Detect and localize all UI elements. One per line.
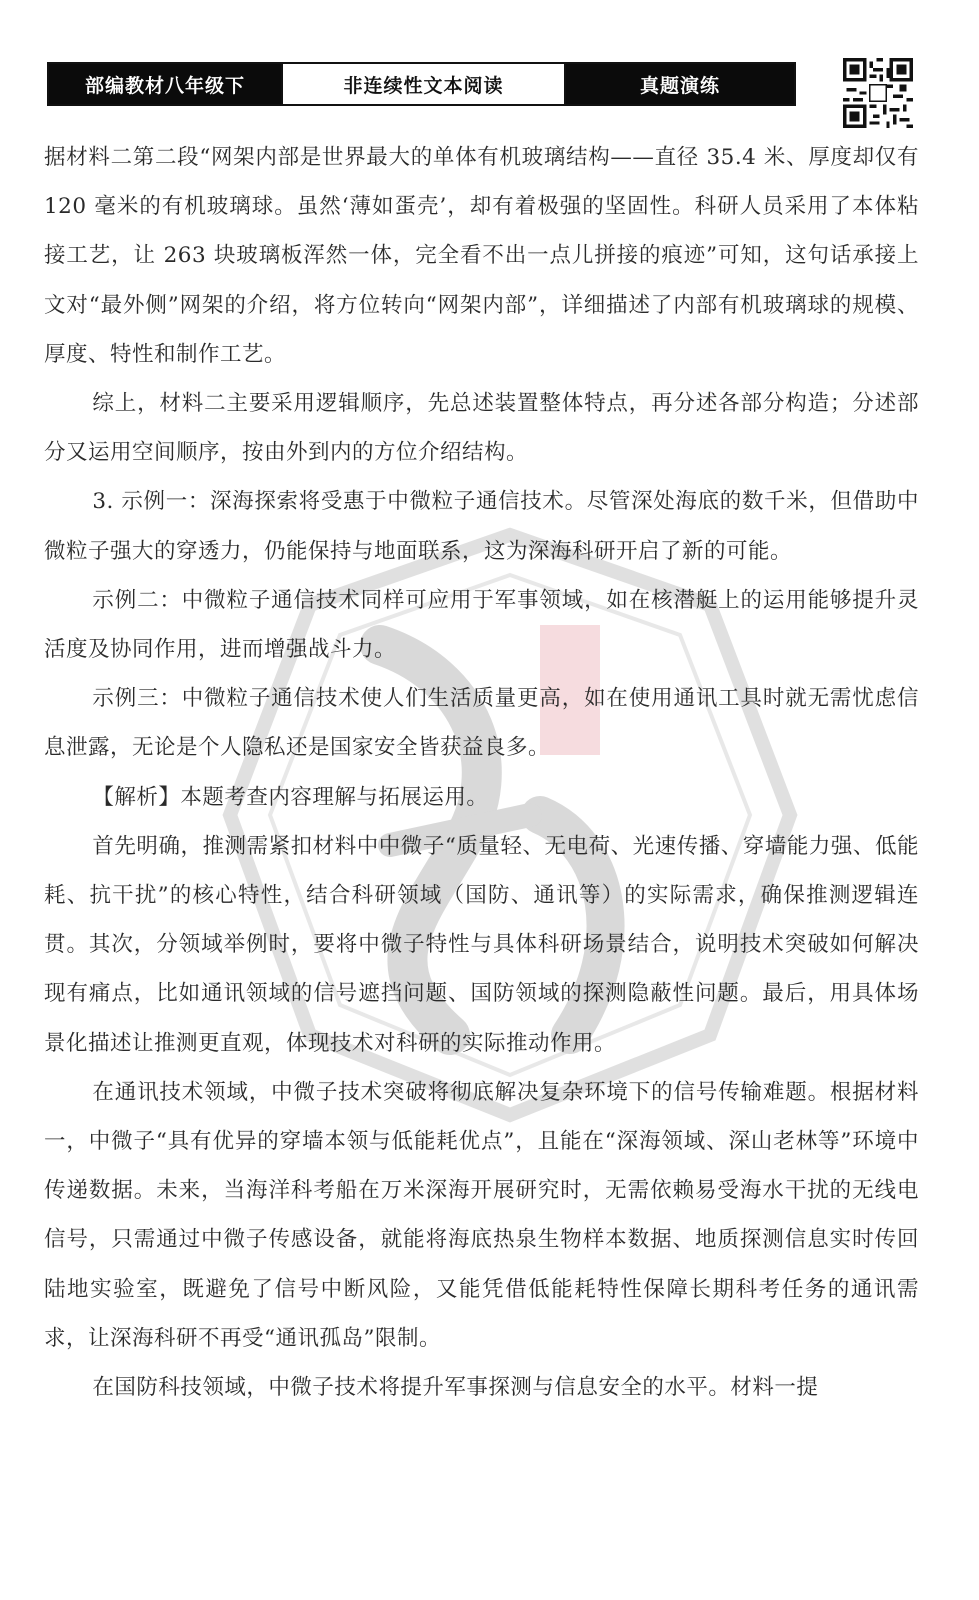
paragraph: 示例二：中微粒子通信技术同样可应用于军事领域，如在核潜艇上的运用能够提升灵活度及协同作用，进而增强战斗力。 bbox=[44, 587, 919, 663]
article-body bbox=[44, 133, 919, 1412]
header-cell-topic: 非连续性文本阅读 bbox=[281, 64, 566, 104]
paragraph: 在国防科技领域，中微子技术将提升军事探测与信息安全的水平。材料一提 bbox=[92, 1375, 819, 1401]
paragraph: 在通讯技术领域，中微子技术突破将彻底解决复杂环境下的信号传输难题。根据材料一，中微子“具有优异的穿墙本领与低能耗优点”，且能在“深海领域、深山老林等”环境中传递数据。未来，当海洋科考船在万米深海开展研究时，无需依赖易受海水干扰的无线电信号，只需通过中微子传感设备，就能将海底热泉生物样本数据、地质探测信息实时传回陆地实验室，既避免了信号中断风险，又能凭借低能耗特性保障长期科考任务的通讯需求，让深海科研不再受“通讯孤岛”限制。 bbox=[44, 1079, 919, 1351]
paragraph: 首先明确，推测需紧扣材料中中微子“质量轻、无电荷、光速传播、穿墙能力强、低能耗、抗干扰”的核心特性，结合科研领域（国防、通讯等）的实际需求，确保推测逻辑连贯。其次，分领域举例时，要将中微子特性与具体科研场景结合，说明技术突破如何解决现有痛点，比如通讯领域的信号遮挡问题、国防领域的探测隐蔽性问题。最后，用具体场景化描述让推测更直观，体现技术对科研的实际推动作用。 bbox=[44, 833, 919, 1056]
paragraph: 3. 示例一：深海探索将受惠于中微粒子通信技术。尽管深处海底的数千米，但借助中微粒子强大的穿透力，仍能保持与地面联系，这为深海科研开启了新的可能。 bbox=[44, 489, 919, 564]
paragraph: 据材料二第二段“网架内部是世界最大的单体有机玻璃结构——直径 35.4 米、厚度却仅有 120 毫米的有机玻璃球。虽然‘薄如蛋壳’，却有着极强的坚固性。科研人员采用了本体粘接工艺，让 263 块玻璃板浑然一体，完全看不出一点儿拼接的痕迹”可知，这句话承接上文对“最外侧”网架的介绍，将方位转向“网架内部”，详细描述了内部有机玻璃球的规模、厚度、特性和制作工艺。 bbox=[44, 145, 919, 367]
qr-code-icon bbox=[843, 58, 913, 128]
paragraph: 综上，材料二主要采用逻辑顺序，先总述装置整体特点，再分述各部分构造；分述部分又运用空间顺序，按由外到内的方位介绍结构。 bbox=[44, 391, 919, 466]
paragraph: 示例三：中微粒子通信技术使人们生活质量更高，如在使用通讯工具时就无需忧虑信息泄露，无论是个人隐私还是国家安全皆获益良多。 bbox=[44, 686, 919, 761]
analysis-heading: 【解析】本题考查内容理解与拓展运用。 bbox=[92, 784, 489, 810]
page-header-bar bbox=[47, 62, 796, 106]
header-cell-section: 真题演练 bbox=[566, 64, 794, 104]
header-cell-textbook: 部编教材八年级下 bbox=[49, 64, 281, 104]
